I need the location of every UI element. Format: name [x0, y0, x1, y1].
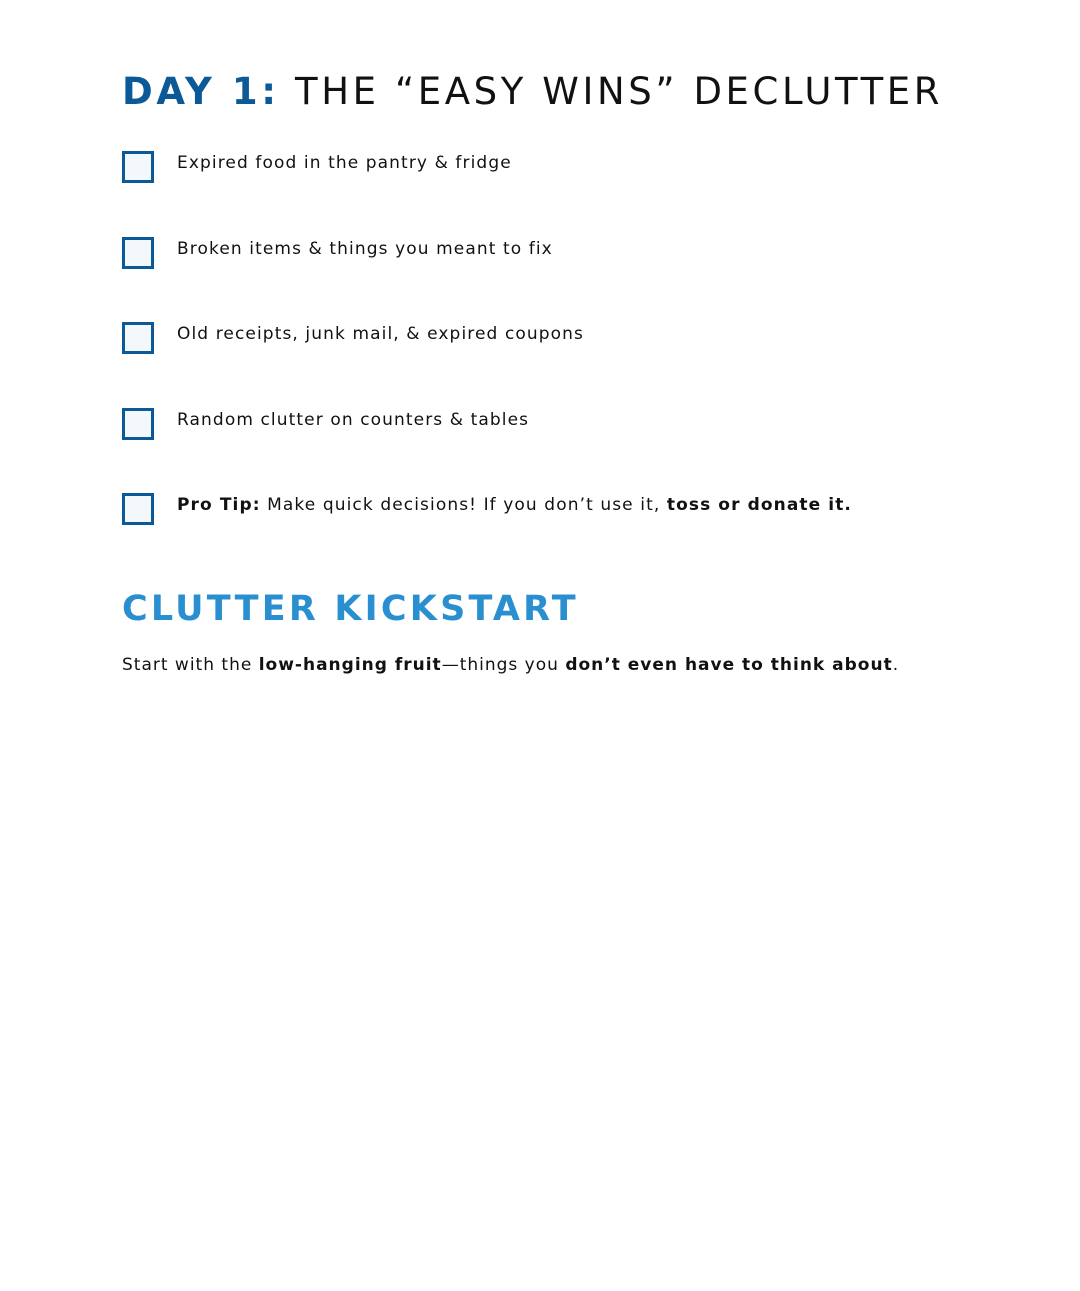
intro-end: . — [892, 655, 900, 675]
checkbox[interactable] — [122, 237, 154, 269]
checklist-item-pro-tip — [122, 492, 982, 578]
pro-tip-emphasis: toss or donate it. — [666, 495, 852, 515]
checkbox[interactable] — [122, 322, 154, 354]
checkbox[interactable] — [122, 408, 154, 440]
intro-start: Start with the — [122, 655, 259, 675]
checklist-item-label: Expired food in the pantry & fridge — [177, 153, 512, 173]
declutter-checklist — [122, 150, 982, 578]
checkbox[interactable] — [122, 151, 154, 183]
pro-tip-text — [177, 492, 852, 518]
intro-middle: —things you — [441, 655, 566, 675]
checklist-item-broken-items — [122, 236, 982, 322]
pro-tip-body: Make quick decisions! If you don’t use it, — [260, 495, 667, 515]
section-title: CLUTTER KICKSTART — [122, 589, 579, 629]
checklist-item-label: Random clutter on counters & tables — [177, 409, 530, 430]
intro-bold-think: don’t even have to think about — [565, 655, 893, 675]
page-title-text: THE “EASY WINS” DECLUTTER — [295, 70, 944, 113]
checklist-item-label: Broken items & things you meant to fix — [177, 238, 553, 259]
section-intro — [122, 652, 899, 678]
page-title — [122, 70, 943, 114]
pro-tip-label: Pro Tip: — [177, 495, 261, 515]
checklist-item-label: Old receipts, junk mail, & expired coupons — [177, 324, 584, 344]
checklist-item-old-receipts — [122, 321, 982, 407]
checklist-item-random-clutter — [122, 407, 982, 493]
checkbox[interactable] — [122, 493, 154, 525]
checklist-item-expired-food — [122, 150, 982, 236]
page-title-prefix: DAY 1: — [122, 70, 280, 113]
intro-bold-fruit: low-hanging fruit — [258, 655, 442, 675]
